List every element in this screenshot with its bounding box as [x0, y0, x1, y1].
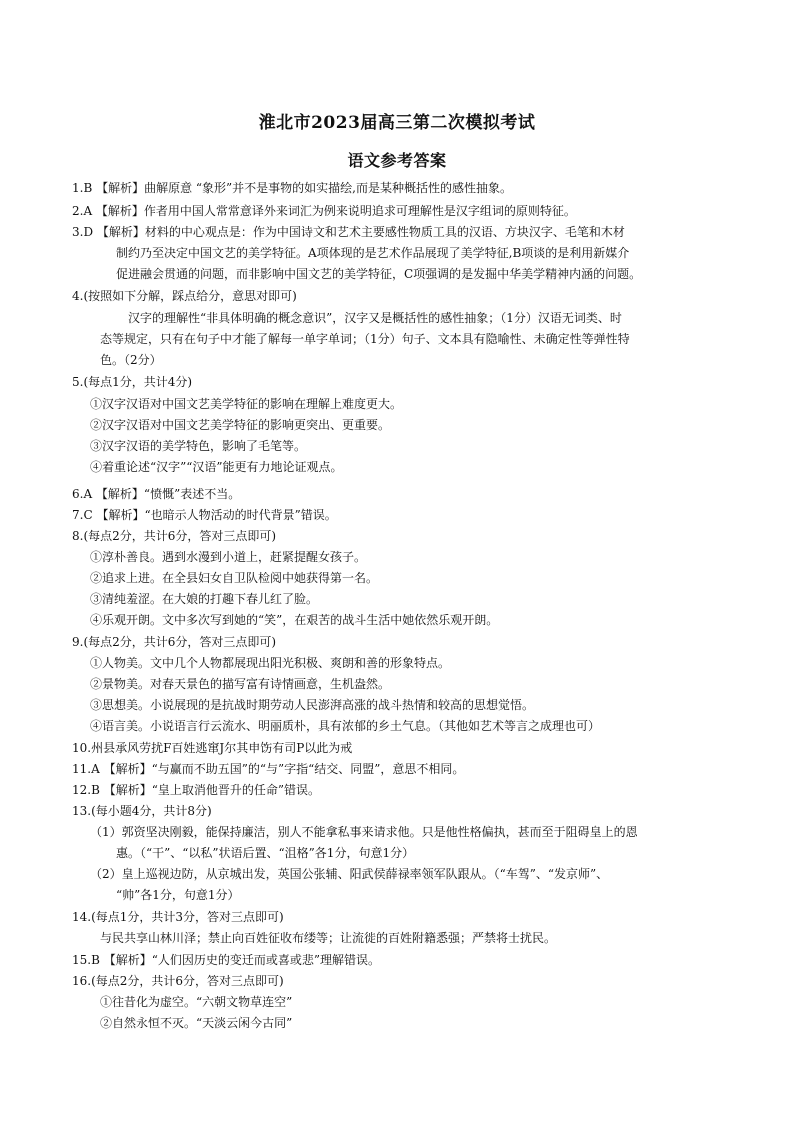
answer-line: 16.(每点2分，共计6分，答对三点即可): [72, 974, 284, 988]
answer-line: 2.A 【解析】作者用中国人常常意译外来词汇为例来说明追求可理解性是汉字组词的原则特征。: [72, 204, 576, 218]
answer-line: 4.(按照如下分解，踩点给分，意思对即可): [72, 289, 297, 303]
answer-line: ②追求上进。在全县妇女自卫队检阅中她获得第一名。: [90, 571, 379, 585]
answer-line: 与民共享山林川泽；禁止向百姓征收布缕等；让流徙的百姓附籍悉强；严禁将士扰民。: [100, 931, 557, 945]
answer-line: 10.州县承风劳扰F百姓逃窜J尔其申饬有司P以此为戒: [72, 741, 353, 755]
answer-line: 7.C 【解析】“也暗示人物活动的时代背景”错误。: [72, 508, 337, 522]
answer-line: （1）郭资坚决刚毅，能保持廉洁，别人不能拿私事来请求他。只是他性格偏执，甚而至于阻碍皇上的恩: [90, 825, 638, 839]
answer-line: 制约乃至决定中国文艺的美学特征。A项体现的是艺术作品展现了美学特征,B项谈的是利用新媒介: [116, 246, 630, 260]
answer-line: 9.(每点2分，共计6分，答对三点即可): [72, 635, 277, 649]
answer-line: 6.A 【解析】“愤慨”表述不当。: [72, 487, 241, 501]
answer-line: 汉字的理解性“非具体明确的概念意识”，汉字又是概括性的感性抽象；（1分）汉语无词类、时: [128, 311, 622, 325]
answer-line: ①人物美。文中几个人物都展现出阳光积极、爽朗和善的形象特点。: [90, 656, 451, 670]
answer-line: 态等规定，只有在句子中才能了解每一单字单词；（1分）句子、文本具有隐喻性、未确定性等弹性特: [100, 332, 630, 346]
answer-line: 13.(每小题4分，共计8分): [72, 804, 212, 818]
answer-line: ②自然永恒不灭。“天淡云闲今古同”: [100, 1016, 293, 1030]
answer-line: 12.B 【解析】“皇上取消他晋升的任命”错误。: [72, 783, 320, 797]
answer-line: ③清纯羞涩。在大娘的打趣下春儿红了脸。: [90, 592, 319, 606]
answer-line: ④乐观开朗。文中多次写到她的“笑”，在艰苦的战斗生活中她依然乐观开朗。: [90, 613, 499, 627]
answer-line: 5.(每点1分，共计4分): [72, 375, 193, 389]
answer-line: 促进融会贯通的问题，而非影响中国文艺的美学特征，C项强调的是发掘中华美学精神内涵的问题。: [116, 267, 642, 281]
answer-line: ②汉字汉语对中国文艺美学特征的影响更突出、更重要。: [90, 418, 391, 432]
answer-line: 11.A 【解析】“与赢而不助五国”的“与”字指“结交、同盟”，意思不相同。: [72, 762, 465, 776]
answer-line: （2）皇上巡视边防，从京城出发，英国公张辅、阳武侯薛禄率领军队跟从。（“车驾”、“发京师”、: [90, 867, 609, 881]
answer-line: ②景物美。对春天景色的描写富有诗情画意，生机盎然。: [90, 677, 391, 691]
document-subtitle: 语文参考答案: [347, 151, 447, 170]
answer-line: ①淳朴善良。遇到水漫到小道上，赶紧提醒女孩子。: [90, 550, 367, 564]
answer-line: ③汉字汉语的美学特色，影响了毛笔等。: [90, 439, 307, 453]
answer-line: ④语言美。小说语言行云流水、明丽质朴，具有浓郁的乡土气息。（其他如艺术等言之成理也可）: [90, 719, 601, 733]
answer-line: 3.D 【解析】材料的中心观点是：作为中国诗文和艺术主要感性物质工具的汉语、方块汉字、毛笔和木材: [72, 225, 625, 239]
answer-line: ①汉字汉语对中国文艺美学特征的影响在理解上难度更大。: [90, 397, 403, 411]
answer-line: 1.B 【解析】曲解原意 “象形”并不是事物的如实描绘,而是某种概括性的感性抽象。: [72, 181, 512, 195]
answer-line: “帅”各1分，句意1分）: [116, 888, 240, 902]
answer-line: 8.(每点2分，共计6分，答对三点即可): [72, 529, 277, 543]
answer-line: ③思想美。小说展现的是抗战时期劳动人民澎湃高涨的战斗热情和较高的思想觉悟。: [90, 698, 535, 712]
answer-line: 14.(每点1分，共计3分，答对三点即可): [72, 910, 284, 924]
answer-line: 惠。（“干”、“以私”状语后置、“沮格”各1分，句意1分）: [116, 846, 415, 860]
answer-line: ①往昔化为虚空。“六朝文物草连空”: [100, 995, 293, 1009]
document-title: 淮北市2023届高三第二次模拟考试: [258, 113, 536, 133]
answer-line: ④着重论述“汉字”“汉语”能更有力地论证观点。: [90, 460, 343, 474]
answer-line: 15.B 【解析】“人们因历史的变迁而或喜或悲”理解错误。: [72, 953, 380, 967]
answer-line: 色。（2分）: [100, 353, 162, 367]
